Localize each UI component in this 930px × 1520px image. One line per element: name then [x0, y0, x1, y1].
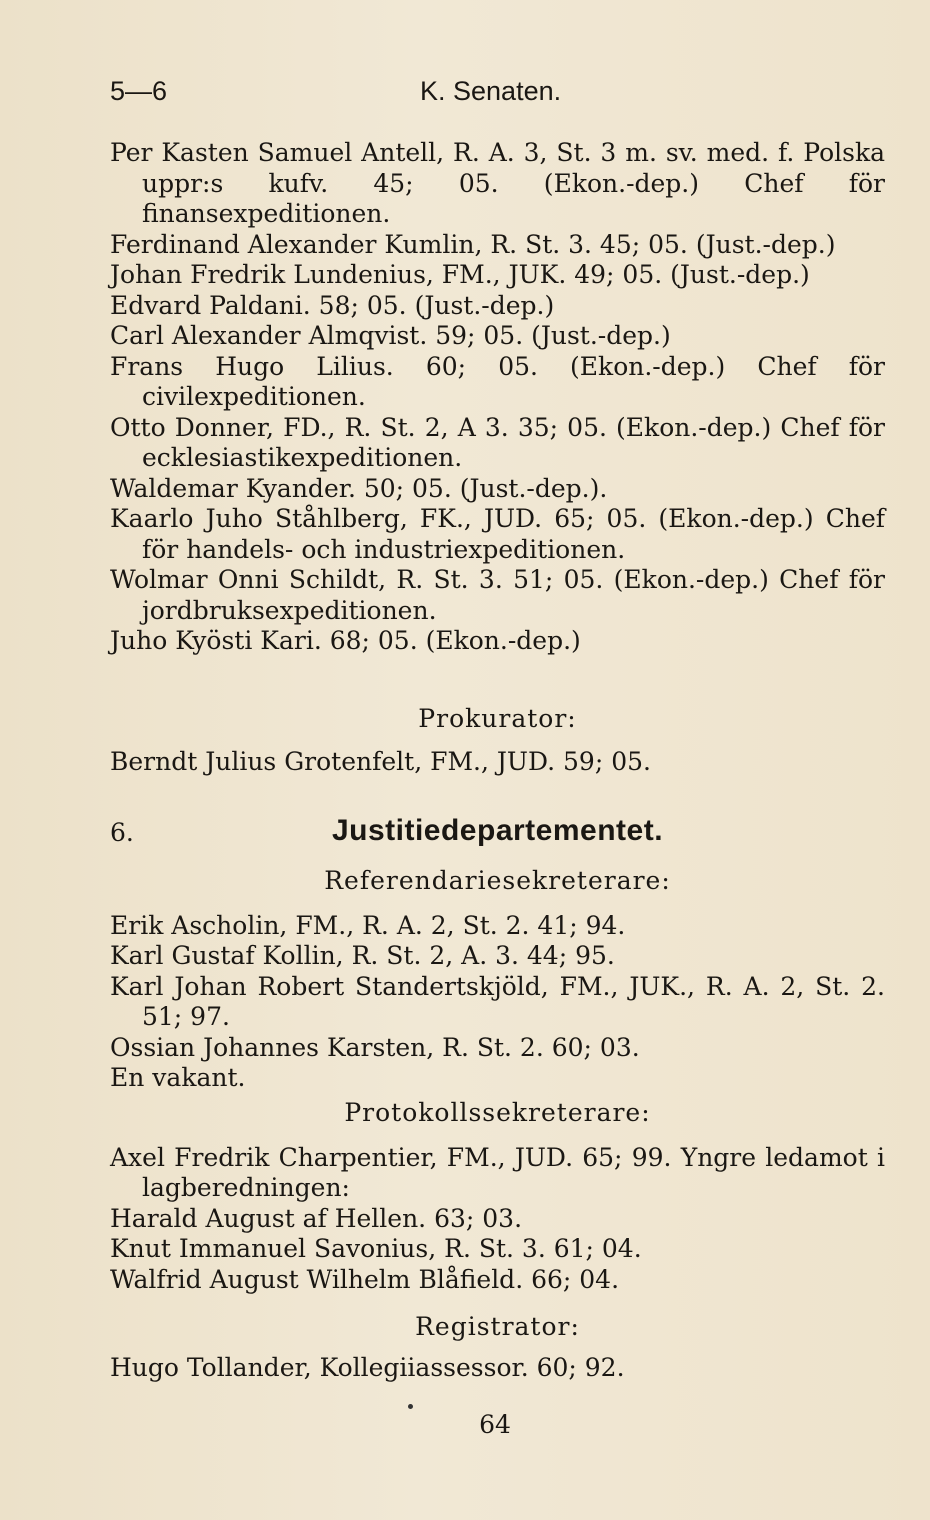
list-item: Per Kasten Samuel Antell, R. A. 3, St. 3 m. sv. med. f. Polska uppr:s kufv. 45; 05. (Ekon.-dep.) Chef för finansexpeditionen.	[110, 138, 885, 228]
registrator-block	[110, 1312, 885, 1383]
list-item: Carl Alexander Almqvist. 59; 05. (Just.-dep.)	[110, 321, 671, 350]
list-item: Edvard Paldani. 58; 05. (Just.-dep.)	[110, 290, 555, 320]
section-title: Justitiedepartementet.	[331, 814, 664, 847]
referendarie-heading: Referendariesekreterare:	[324, 866, 671, 895]
prokurator-heading: Prokurator:	[418, 704, 577, 733]
section-heading	[110, 814, 885, 854]
protokoll-block	[110, 1098, 885, 1295]
list-item: Juho Kyösti Kari. 68; 05. (Ekon.-dep.)	[110, 626, 581, 655]
list-item: Harald August af Hellen. 63; 03.	[110, 1203, 523, 1233]
list-item: Knut Immanuel Savonius, R. St. 3. 61; 04.	[110, 1234, 642, 1263]
list-item: Frans Hugo Lilius. 60; 05. (Ekon.-dep.) Chef för civilexpeditionen.	[110, 351, 885, 411]
header-title: K. Senaten.	[420, 76, 562, 106]
prokurator-block	[110, 704, 885, 777]
list-item: Ferdinand Alexander Kumlin, R. St. 3. 45; 05. (Just.-dep.)	[110, 229, 836, 259]
list-item: Johan Fredrik Lundenius, FM., JUK. 49; 05. (Just.-dep.)	[110, 260, 810, 289]
list-item: Wolmar Onni Schildt, R. St. 3. 51; 05. (Ekon.-dep.) Chef för jordbruksexpeditionen.	[110, 565, 885, 625]
referendarie-block	[110, 866, 885, 1094]
list-item: Otto Donner, FD., R. St. 2, A 3. 35; 05. (Ekon.-dep.) Chef för ecklesiastikexpeditionen.	[110, 412, 885, 472]
list-item: Kaarlo Juho Ståhlberg, FK., JUD. 65; 05. (Ekon.-dep.) Chef för handels- och industriexpeditionen.	[110, 504, 885, 564]
section-number: 6.	[110, 818, 134, 847]
list-item: Karl Gustaf Kollin, R. St. 2, A. 3. 44; 95.	[110, 941, 615, 970]
page-range: 5—6	[110, 76, 168, 106]
list-item: Erik Ascholin, FM., R. A. 2, St. 2. 41; 94.	[110, 910, 626, 940]
list-item: Axel Fredrik Charpentier, FM., JUD. 65; 99. Yngre ledamot i lagberedningen:	[110, 1142, 885, 1202]
senate-member-list	[110, 138, 885, 657]
registrator-heading: Registrator:	[415, 1312, 580, 1341]
list-item: En vakant.	[110, 1063, 246, 1092]
running-header	[110, 76, 890, 116]
print-speck	[408, 1404, 413, 1409]
list-item: Walfrid August Wilhelm Blåfield. 66; 04.	[110, 1264, 620, 1294]
protokoll-heading: Protokollssekreterare:	[344, 1098, 651, 1127]
list-item: Hugo Tollander, Kollegiiassessor. 60; 92.	[110, 1352, 625, 1382]
page-number: 64	[479, 1410, 511, 1439]
list-item: Karl Johan Robert Standertskjöld, FM., JUK., R. A. 2, St. 2. 51; 97.	[110, 971, 885, 1031]
list-item: Ossian Johannes Karsten, R. St. 2. 60; 03.	[110, 1032, 640, 1062]
list-item: Waldemar Kyander. 50; 05. (Just.-dep.).	[110, 473, 608, 503]
list-item: Berndt Julius Grotenfelt, FM., JUD. 59; 05.	[110, 746, 651, 776]
